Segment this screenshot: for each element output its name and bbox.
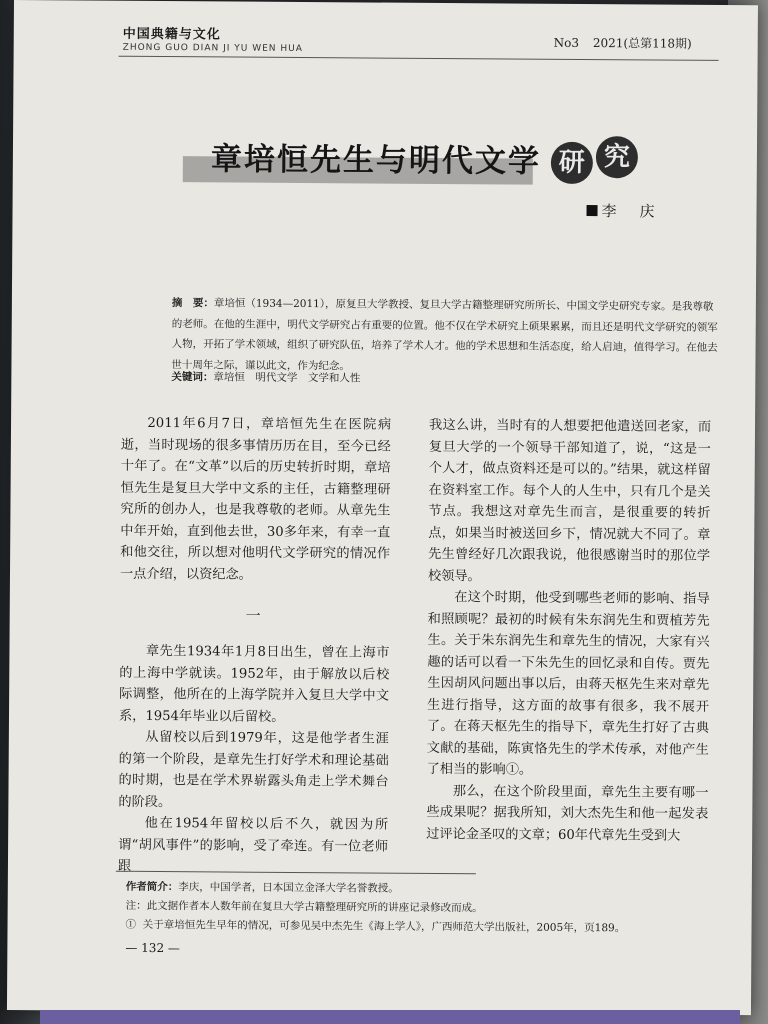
- journal-pinyin: ZHONG GUO DIAN JI YU WEN HUA: [122, 42, 303, 55]
- paragraph: 2011年6月7日，章培恒先生在医院病逝，当时现场的很多事情历历在目，至今已经十年了。在“文革”以后的历史转折时期，章培恒先生是复旦大学中文系的主任，古籍整理研究所的创办人，也是我尊敬的老师。从章先生中年开始，直到他去世，30多年来，有幸一直和他交往，所以想对他明代文学研究的情况作一点介绍，以资纪念。: [119, 415, 392, 583]
- page-number: — 132 —: [125, 940, 180, 956]
- footnotes: [125, 878, 715, 939]
- paragraph: 他在1954年留校以后不久，就因为所谓“胡风事件”的影响，受了牵连。有一位老师跟: [117, 815, 389, 874]
- keywords-text: 章培恒 明代文学 文学和人性: [213, 371, 361, 385]
- abstract-text: 章培恒（1934—2011），原复旦大学教授、复旦大学古籍整理研究所所长、中国文学史研究专家。是我尊敬的老师。在他的生涯中，明代文学研究占有重要的位置。他不仅在学术研究上硕果累累，而且还是明代文学研究的领军人物，开拓了学术领域，组织了研究队伍，培养了学术人才。他的学术思想和生活态度，给人启迪，值得学习。在他去世十周年之际，谨以此文，作为纪念。: [171, 297, 718, 372]
- article-author: [586, 200, 658, 222]
- abstract: [171, 293, 720, 379]
- author-name: 李 庆: [601, 202, 659, 221]
- keywords: [171, 369, 360, 385]
- section-heading: 一: [245, 606, 261, 625]
- footnote-1: [125, 916, 715, 939]
- body-column-left: [118, 413, 391, 879]
- paragraph: 从留校以后到1979年，这是他学者生涯的第一个阶段，是章先生打好学术和理论基础的时期，也是在学术界崭露头角走上学术舞台的阶段。: [118, 729, 389, 810]
- header-rule: [119, 56, 719, 61]
- paragraph: 我这么讲，当时有的人想要把他遣送回老家，而复旦大学的一个领导干部知道了，说，“这是一个人才，做点资料还是可以的。”结果，就这样留在资料室工作。每个人的人生中，只有几个是关节点。我想这对章先生而言，是很重要的转折点，如果当时被送回乡下，情况就大不同了。章先生曾经好几次跟我说，他很感谢当时的那位学校领导。: [427, 417, 712, 584]
- abstract-label: 摘 要：: [171, 297, 214, 310]
- title-seal-1: 研: [551, 142, 593, 184]
- journal-header: [123, 23, 303, 54]
- paragraph: 那么，在这个阶段里面，章先生主要有哪一些成果呢？据我所知，刘大杰先生和他一起发表过评论金圣叹的文章；60年代章先生受到大: [426, 783, 709, 844]
- title-seal-2: 究: [596, 136, 638, 178]
- source-note: 注：此文据作者本人数年前在复旦大学古籍整理研究所的讲座记录修改而成。: [125, 899, 483, 915]
- body-column-right: [426, 415, 711, 847]
- issue-year: 2021(总第118期): [592, 36, 692, 51]
- keywords-label: 关键词：: [171, 371, 214, 384]
- paragraph: 在这个时期，他受到哪些老师的影响、指导和照顾呢？最初的时候有朱东润先生和贾植芳先生。关于朱东润先生和章先生的情况，大家有兴趣的话可以看一下朱先生的回忆录和自传。贾先生因胡风问题出事以后，由蒋天枢先生来对章先生进行指导，这方面的故事有很多，我不展开了。在蒋天枢先生的指导下，章先生打好了古典文献的基础，陈寅恪先生的学术传承，对他产生了相当的影响①。: [426, 590, 710, 778]
- footnote-marker: ①: [125, 918, 137, 931]
- article-title: 章培恒先生与明代文学: [210, 141, 542, 180]
- footnote-text: 关于章培恒先生早年的情况，可参见吴中杰先生《海上学人》，广西师范大学出版社，2005年，页189。: [142, 918, 626, 935]
- issue-info: [554, 34, 702, 52]
- background-bottom: [40, 1010, 740, 1024]
- journal-name: 中国典籍与文化: [122, 26, 221, 43]
- paragraph: 章先生1934年1月8日出生，曾在上海市的上海中学就读。1952年，由于解放以后校际调整，他所在的上海学院并入复旦大学中文系，1954年毕业以后留校。: [118, 643, 390, 725]
- author-bio-label: 作者简介：: [125, 880, 179, 894]
- issue-number: No3: [553, 35, 580, 50]
- author-mark-icon: [587, 205, 598, 216]
- author-bio-text: 李庆，中国学者，日本国立金泽大学名誉教授。: [178, 881, 399, 895]
- journal-page: [7, 0, 758, 1015]
